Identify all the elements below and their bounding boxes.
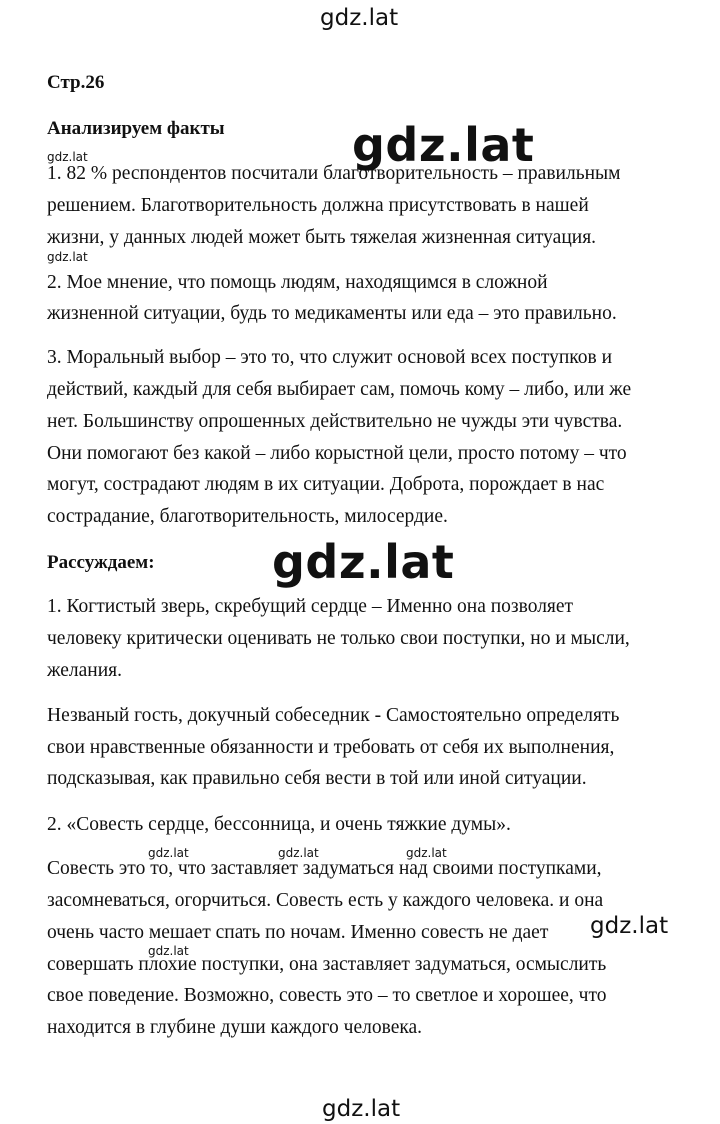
watermark-large-1: gdz.lat xyxy=(352,118,535,172)
section-facts-title: Анализируем факты xyxy=(47,118,225,139)
watermark-top: gdz.lat xyxy=(320,5,399,31)
text-line: Они помогают без какой – либо корыстной цели, просто потому – что xyxy=(47,443,627,464)
text-line: 1. 82 % респондентов посчитали благотворительность – правильным xyxy=(47,163,621,184)
watermark-right: gdz.lat xyxy=(590,913,669,939)
watermark-bottom: gdz.lat xyxy=(322,1096,401,1122)
watermark-mid-2: gdz.lat xyxy=(278,846,319,860)
watermark-small-2: gdz.lat xyxy=(47,250,88,264)
text-line: 3. Моральный выбор – это то, что служит основой всех поступков и xyxy=(47,347,613,368)
text-line: человеку критически оценивать не только свои поступки, но и мысли, xyxy=(47,628,630,649)
text-line: 2. «Совесть сердце, бессонница, и очень тяжкие думы». xyxy=(47,814,511,835)
text-line: могут, сострадают людям в их ситуации. Доброта, порождает в нас xyxy=(47,474,605,495)
text-line: совершать плохие поступки, она заставляет задуматься, осмыслить xyxy=(47,954,607,975)
section-reasoning-title: Рассуждаем: xyxy=(47,552,155,573)
text-line: жизни, у данных людей может быть тяжелая жизненная ситуация. xyxy=(47,227,597,248)
text-line: жизненной ситуации, будь то медикаменты или еда – это правильно. xyxy=(47,303,617,324)
text-line: нет. Большинству опрошенных действительно не чужды эти чувства. xyxy=(47,411,623,432)
text-line: находится в глубине души каждого человека. xyxy=(47,1017,423,1038)
text-line: сострадание, благотворительность, милосердие. xyxy=(47,506,448,527)
watermark-large-2: gdz.lat xyxy=(272,535,455,589)
watermark-mid-1: gdz.lat xyxy=(148,846,189,860)
text-line: 2. Мое мнение, что помощь людям, находящимся в сложной xyxy=(47,272,548,293)
watermark-mid-3: gdz.lat xyxy=(406,846,447,860)
watermark-mid-4: gdz.lat xyxy=(148,944,189,958)
text-line: свое поведение. Возможно, совесть это – то светлое и хорошее, что xyxy=(47,985,607,1006)
text-line: подсказывая, как правильно себя вести в той или иной ситуации. xyxy=(47,768,587,789)
text-line: свои нравственные обязанности и требовать от себя их выполнения, xyxy=(47,737,615,758)
text-line: очень часто мешает спать по ночам. Именно совесть не дает xyxy=(47,922,549,943)
text-line: 1. Когтистый зверь, скребущий сердце – Именно она позволяет xyxy=(47,596,574,617)
text-line: Совесть это то, что заставляет задуматься над своими поступками, xyxy=(47,858,602,879)
watermark-small-1: gdz.lat xyxy=(47,150,88,164)
text-line: засомневаться, огорчиться. Совесть есть у каждого человека. и она xyxy=(47,890,604,911)
page-number: Стр.26 xyxy=(47,72,105,93)
text-line: действий, каждый для себя выбирает сам, помочь кому – либо, или же xyxy=(47,379,632,400)
text-line: Незваный гость, докучный собеседник - Самостоятельно определять xyxy=(47,705,620,726)
text-line: желания. xyxy=(47,660,122,681)
text-line: решением. Благотворительность должна присутствовать в нашей xyxy=(47,195,589,216)
